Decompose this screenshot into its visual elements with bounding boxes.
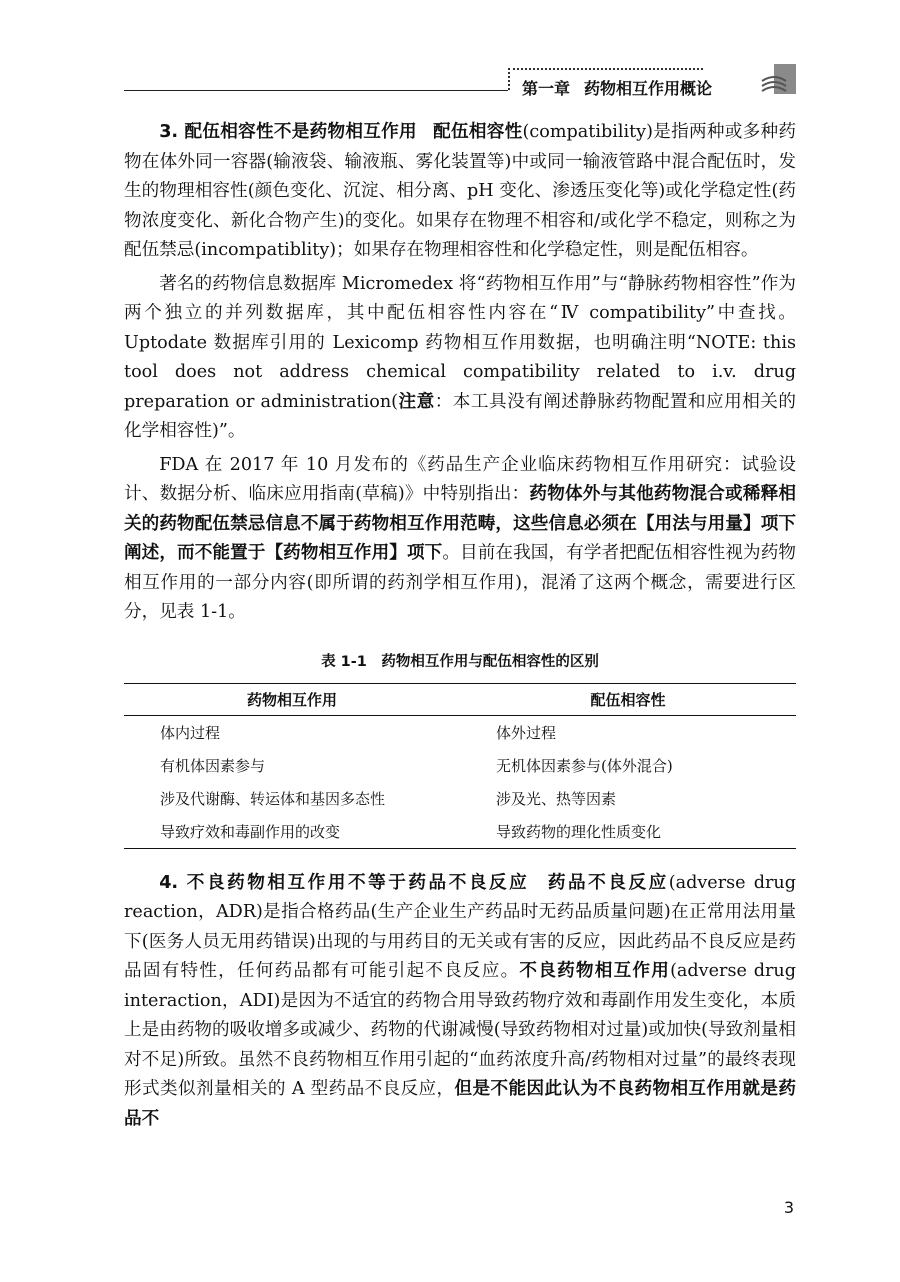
- book-pages-icon: [760, 64, 796, 94]
- header-dotted-rule-vertical: [508, 68, 510, 90]
- table-cell: 体内过程: [160, 723, 221, 742]
- micromedex-text: 著名的药物信息数据库 Micromedex 将“药物相互作用”与“静脉药物相容性”作为两个独立的并列数据库，其中配伍相容性内容在“Ⅳ compatibility”中查找。Uptodate 数据库引用的 Lexicomp 药物相互作用数据，也明确注明“NOTE: this tool does not address chemical compatibility related to i.v. drug preparation or administration(: [124, 273, 796, 412]
- paragraph-adverse-reaction: [124, 869, 796, 1135]
- term-adi: 不良药物相互作用: [519, 961, 671, 981]
- page-number: 3: [783, 1198, 794, 1217]
- table-cell: 导致药物的理化性质变化: [460, 815, 796, 849]
- fda-text: FDA 在 2017 年 10 月发布的《药品生产企业临床药物相互作用研究：试验设计、数据分析、临床应用指南(草稿)》中特别指出：: [124, 454, 796, 504]
- chapter-title: [522, 76, 712, 99]
- note-label: 注意: [398, 391, 435, 412]
- table-row: [124, 815, 796, 849]
- chapter-name: 药物相互作用概论: [584, 79, 713, 98]
- table-caption: 表 1-1 药物相互作用与配伍相容性的区别: [321, 653, 599, 670]
- section-heading-4: 4. 不良药物相互作用不等于药品不良反应: [159, 872, 530, 893]
- adr-text: (adverse drug reaction，ADR)是指合格药品(生产企业生产药品时无药品质量问题)在正常用法用量下(医务人员无用药错误)出现的与用药目的无关或有害的反应，因此药品不良反应是药品固有特性，任何药品都有可能引起不良反应。: [124, 872, 796, 981]
- chapter-label: 第一章: [522, 79, 571, 98]
- table-cell: 体外过程: [496, 723, 557, 742]
- table-row: [124, 715, 796, 749]
- paragraph-micromedex: [124, 270, 796, 447]
- section-heading-3: 3. 配伍相容性不是药物相互作用: [159, 122, 417, 142]
- header-compatibility: 配伍相容性: [460, 683, 796, 715]
- term-compatibility: 配伍相容性: [432, 122, 523, 142]
- adi-emphasis: 但是不能因此认为不良药物相互作用就是药品不: [124, 1079, 796, 1129]
- table-cell: 有机体因素参与: [160, 756, 266, 775]
- table-row: [124, 782, 796, 815]
- header-drug-interaction: 药物相互作用: [124, 683, 460, 715]
- paragraph-fda: [124, 451, 796, 628]
- table-row: [124, 749, 796, 782]
- table-header-row: [124, 683, 796, 715]
- running-header: [124, 60, 796, 100]
- page-body: [124, 118, 796, 1138]
- adi-text: (adverse drug interaction，ADI)是因为不适宜的药物合用导致药物疗效和毒副作用发生变化，本质上是由药物的吸收增多或减少、药物的代谢减慢(导致药物相对过量)或加快(导致剂量相对不足)所致。虽然不良药物相互作用引起的“血药浓度升高/药物相对过量”的最终表现形式类似剂量相关的 A 型药品不良反应，: [124, 961, 796, 1099]
- fda-emphasis: 药物体外与其他药物混合或稀释相关的药物配伍禁忌信息不属于药物相互作用范畴，这些信息必须在【用法与用量】项下阐述，而不能置于【药物相互作用】项下: [124, 484, 796, 563]
- header-rule: [124, 90, 508, 91]
- comparison-table: [124, 683, 796, 849]
- header-dotted-rule: [508, 68, 703, 70]
- table-cell: 涉及代谢酶、转运体和基因多态性: [160, 789, 386, 808]
- term-adr: 药品不良反应: [545, 872, 669, 893]
- table-cell: 涉及光、热等因素: [496, 789, 617, 808]
- micromedex-text-end: ：本工具没有阐述静脉药物配置和应用相关的化学相容性)”。: [124, 391, 796, 441]
- compatibility-text: (compatibility)是指两种或多种药物在体外同一容器(输液袋、输液瓶、雾化装置等)中或同一输液管路中混合配伍时，发生的物理相容性(颜色变化、沉淀、相分离、pH 变化、渗透压变化等)或化学稳定性(药物浓度变化、新化合物产生)的变化。如果存在物理不相容和/或化学不稳定，则称之为配伍禁忌(incompatiblity)；如果存在物理相容性和化学稳定性，则是配伍相容。: [124, 122, 796, 260]
- paragraph-compatibility-definition: [124, 118, 796, 266]
- table-cell: 导致疗效和毒副作用的改变: [124, 815, 460, 849]
- fda-text-end: 。目前在我国，有学者把配伍相容性视为药物相互作用的一部分内容(即所谓的药剂学相互作用)，混淆了这两个概念，需要进行区分，见表 1-1。: [124, 543, 796, 622]
- table-cell: 无机体因素参与(体外混合): [496, 756, 673, 775]
